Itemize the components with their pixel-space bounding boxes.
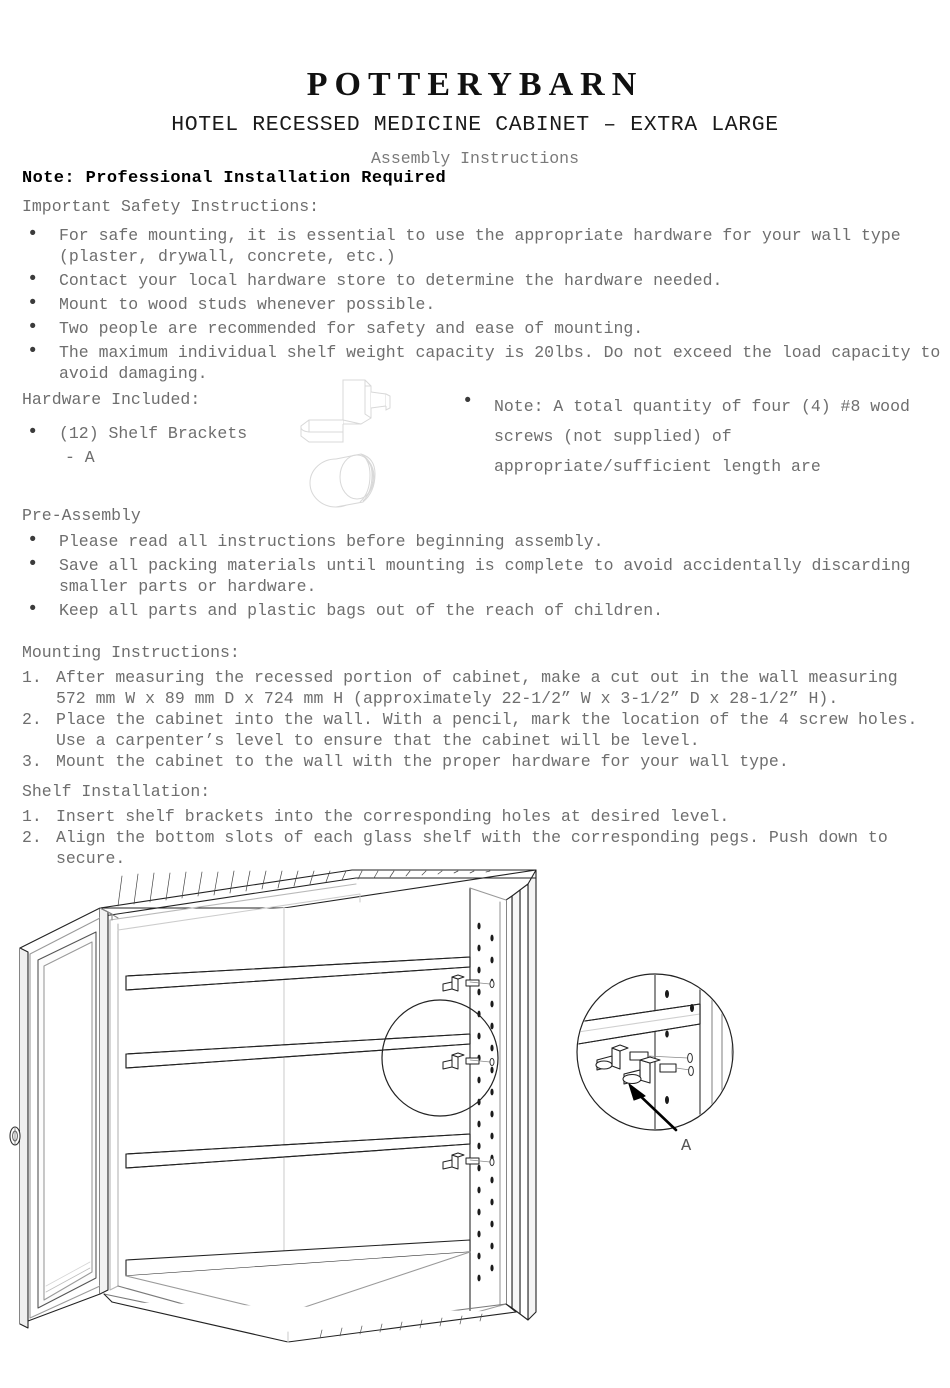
safety-heading: Important Safety Instructions: [22, 197, 320, 216]
step-number: 1. [22, 667, 42, 687]
detail-label: A [681, 1137, 692, 1156]
step-text-line1: Insert shelf brackets into the corresponding holes at desired level. [56, 806, 730, 826]
list-item: • (12) Shelf Brackets [22, 423, 292, 444]
mounting-instructions-section [22, 645, 942, 772]
mounting-steps-list [22, 667, 942, 772]
list-item: • For safe mounting, it is essential to use the appropriate hardware for your wall type (plaster, drywall, concrete, etc.) [22, 225, 942, 267]
shelf-installation-heading: Shelf Installation: [22, 782, 211, 801]
step-number: 1. [22, 806, 42, 826]
pre-assembly-list [22, 531, 942, 621]
list-item: • Note: A total quantity of four (4) #8 wood screws (not supplied) of appropriate/sufficient length are [457, 392, 947, 482]
pre-assembly-heading: Pre-Assembly [22, 506, 141, 525]
step-number: 2. [22, 827, 42, 847]
brand-logo: POTTERYBARN [306, 66, 644, 103]
step-number: 2. [22, 709, 42, 729]
step-text-line2: Use a carpenter’s level to ensure that the cabinet will be level. [56, 730, 700, 750]
step-text-line2: 572 mm W x 89 mm D x 724 mm H (approximately 22-1/2” W x 3-1/2” D x 28-1/2” H). [56, 688, 839, 708]
step-text-line1: Align the bottom slots of each glass shelf with the corresponding pegs. Push down to [56, 827, 888, 847]
assembly-diagram [0, 862, 950, 1362]
cabinet-door [20, 908, 118, 1328]
shelf-bracket-icon [301, 380, 390, 442]
shelf-peg-icon [310, 454, 375, 507]
cabinet-illustration [10, 870, 536, 1342]
list-item: • Please read all instructions before beginning assembly. [22, 531, 942, 552]
hardware-heading: Hardware Included: [22, 390, 201, 409]
safety-list [22, 225, 942, 384]
hardware-list [22, 423, 292, 444]
step-text-line1: After measuring the recessed portion of cabinet, make a cut out in the wall measuring [56, 667, 898, 687]
mounting-heading: Mounting Instructions: [22, 643, 240, 662]
step-text-line1: Mount the cabinet to the wall with the proper hardware for your wall type. [56, 751, 789, 771]
shelf-installation-steps-list [22, 806, 942, 869]
safety-section [22, 170, 942, 387]
professional-installation-note: Note: Professional Installation Required [22, 169, 447, 188]
detail-view [577, 974, 733, 1156]
shelf-installation-section [22, 784, 942, 869]
list-item [22, 751, 942, 772]
pre-assembly-section [22, 508, 942, 624]
step-number: 3. [22, 751, 42, 771]
cabinet-outer-frame [506, 870, 536, 1320]
list-item: • Keep all parts and plastic bags out of the reach of children. [22, 600, 942, 621]
document-subtitle: Assembly Instructions [371, 148, 579, 168]
list-item [22, 667, 942, 709]
step-text-line2: secure. [56, 848, 126, 868]
page-title: HOTEL RECESSED MEDICINE CABINET – EXTRA LARGE [171, 113, 779, 137]
hardware-illustration [287, 378, 427, 513]
step-text-line1: Place the cabinet into the wall. With a pencil, mark the location of the 4 screw holes. [56, 709, 918, 729]
hardware-left-column [22, 392, 292, 472]
hardware-item-label: - A [65, 447, 95, 467]
list-item: • Mount to wood studs whenever possible. [22, 294, 942, 315]
list-item: • Two people are recommended for safety and ease of mounting. [22, 318, 942, 339]
screw-note-list [457, 392, 947, 482]
document-header [0, 0, 950, 167]
door-knob [10, 1127, 20, 1145]
list-item: • Contact your local hardware store to determine the hardware needed. [22, 270, 942, 291]
list-item [22, 806, 942, 827]
list-item: • The maximum individual shelf weight capacity is 20lbs. Do not exceed the load capacity to avoid damaging. [22, 342, 942, 384]
list-item: • Save all packing materials until mounting is complete to avoid accidentally discarding smaller parts or hardware. [22, 555, 942, 597]
list-item [22, 709, 942, 751]
hardware-right-column [457, 392, 947, 482]
hardware-section [22, 392, 942, 512]
